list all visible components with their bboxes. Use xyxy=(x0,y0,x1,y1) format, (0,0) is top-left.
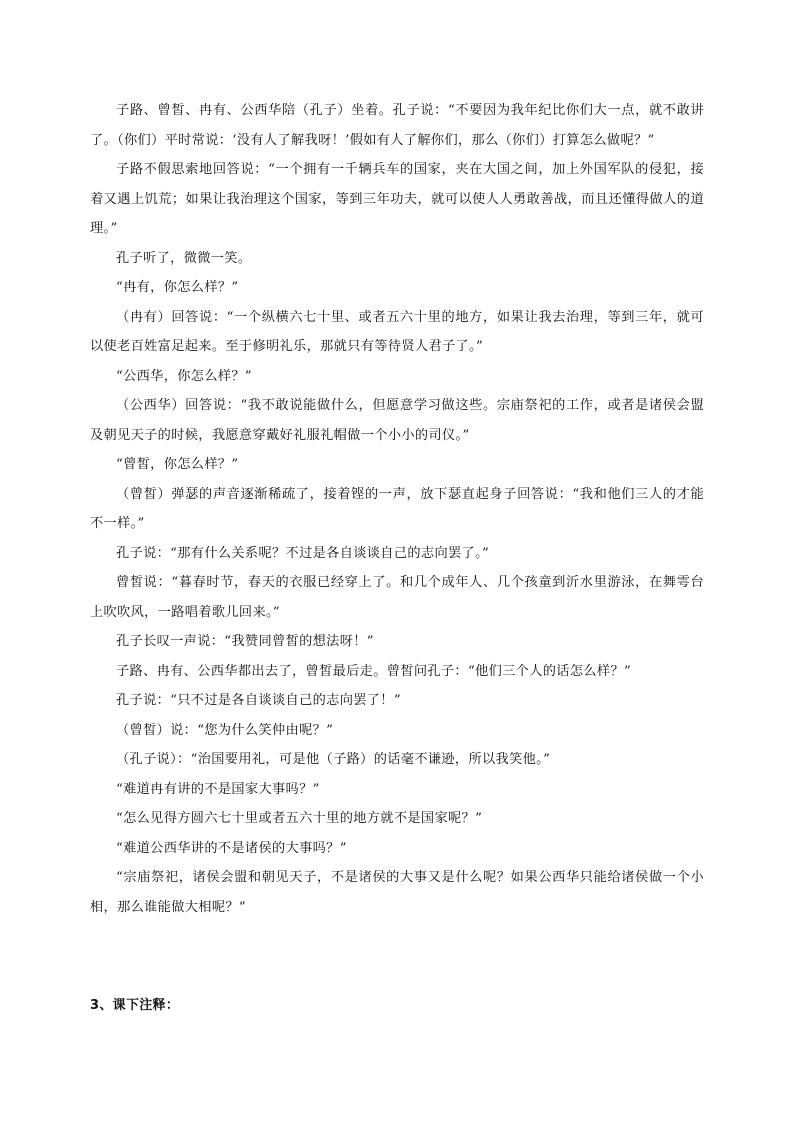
paragraph-1: 子路、曾皙、冉有、公西华陪（孔子）坐着。孔子说：“不要因为我年纪比你们大一点，就不敢讲了。（你们）平时常说：‘没有人了解我呀！’假如有人了解你们，那么（你们）打算怎么做呢？” xyxy=(90,103,704,148)
paragraph-10: 孔子说：“那有什么关系呢？不过是各自谈谈自己的志向罢了。” xyxy=(116,545,490,561)
paragraph-17: “难道冉有讲的不是国家大事吗？” xyxy=(116,781,320,797)
paragraph-7: （公西华）回答说：“我不敢说能做什么，但愿意学习做这些。宗庙祭祀的工作，或者是诸侯会盟及朝见天子的时候，我愿意穿戴好礼服礼帽做一个小小的司仪。” xyxy=(90,398,704,443)
paragraph-16: （孔子说）：“治国要用礼，可是他（子路）的话毫不谦逊，所以我笑他。” xyxy=(116,752,551,767)
paragraph-18: “怎么见得方圆六七十里或者五六十里的地方就不是国家呢？” xyxy=(116,811,483,826)
section-heading: 3、课下注释： xyxy=(90,998,180,1013)
paragraph-15: （曾皙）说：“您为什么笑仲由呢？” xyxy=(116,722,334,738)
paragraph-20: “宗庙祭祀，诸侯会盟和朝见天子，不是诸侯的大事又是什么呢？如果公西华只能给诸侯做一个小相，那么谁能做大相呢？” xyxy=(90,870,704,915)
paragraph-12: 孔子长叹一声说：“我赞同曾皙的想法呀！” xyxy=(116,634,374,649)
paragraph-3: 孔子听了，微微一笑。 xyxy=(116,250,252,266)
paragraph-8: “曾皙，你怎么样？” xyxy=(116,457,239,472)
paragraph-5: （冉有）回答说：“一个纵横六七十里、或者五六十里的地方，如果让我去治理，等到三年，就可以使老百姓富足起来。至于修明礼乐，那就只有等待贤人君子了。” xyxy=(90,309,704,354)
paragraph-9: （曾皙）弹瑟的声音逐渐稀疏了，接着铿的一声，放下瑟直起身子回答说：“我和他们三人的才能不一样。” xyxy=(90,486,704,531)
paragraph-14: 孔子说：“只不过是各自谈谈自己的志向罢了！” xyxy=(116,693,401,708)
paragraph-11: 曾皙说：“暮春时节，春天的衣服已经穿上了。和几个成年人、几个孩童到沂水里游泳，在舞雩台上吹吹风，一路唱着歌儿回来。” xyxy=(90,575,704,620)
paragraph-19: “难道公西华讲的不是诸侯的大事吗？” xyxy=(116,840,347,856)
paragraph-13: 子路、冉有、公西华都出去了，曾皙最后走。曾皙问孔子：“他们三个人的话怎么样？” xyxy=(116,663,632,679)
paragraph-2: 子路不假思索地回答说：“一个拥有一千辆兵车的国家，夹在大国之间，加上外国军队的侵犯，接着又遇上饥荒；如果让我治理这个国家，等到三年功夫，就可以使人人勇敢善战，而且还懂得做人的道理。” xyxy=(90,162,704,236)
paragraph-6: “公西华，你怎么样？” xyxy=(116,368,253,384)
paragraph-4: “冉有，你怎么样？” xyxy=(116,280,239,295)
